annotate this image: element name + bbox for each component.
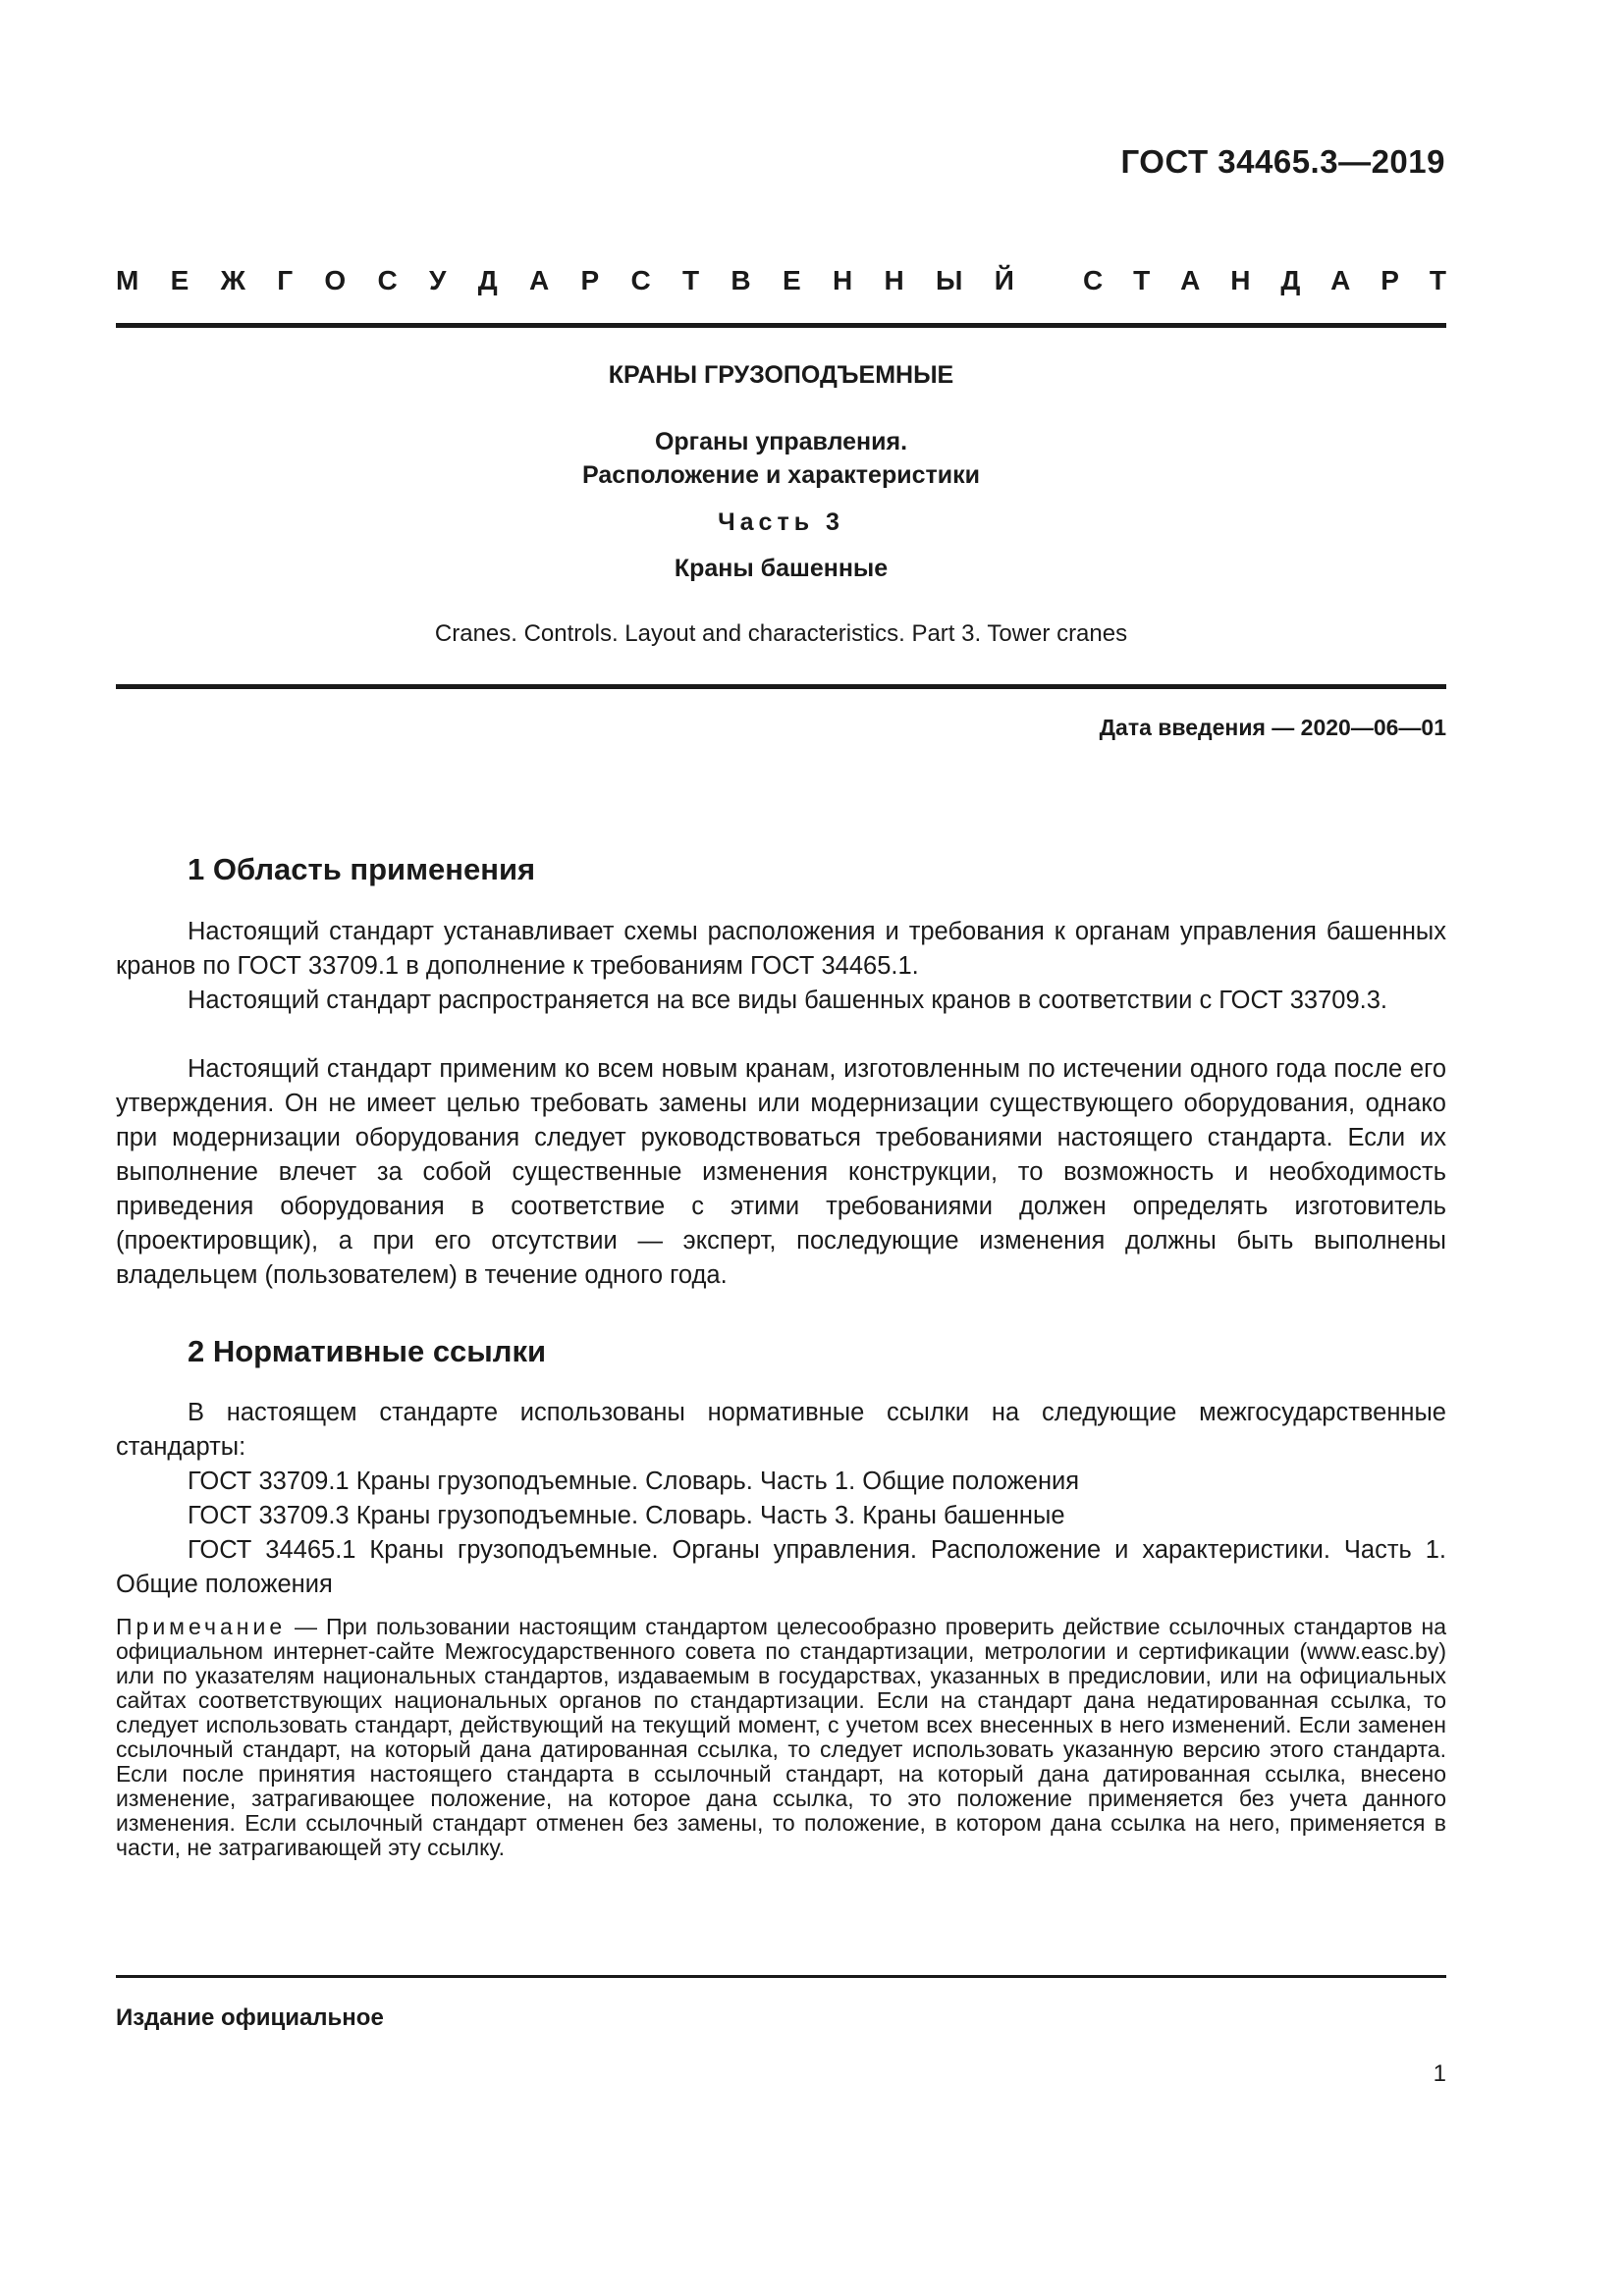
banner-letter: С xyxy=(1083,265,1104,295)
standard-word xyxy=(1083,265,1446,296)
header-rule xyxy=(116,323,1446,328)
banner-letter: В xyxy=(731,265,751,295)
references-note xyxy=(116,1615,1446,1860)
scope-paragraph-2: Настоящий стандарт распространяется на все виды башенных кранов в соответствии с ГОСТ 33709.3. xyxy=(188,987,1387,1014)
document-number: ГОСТ 34465.3—2019 xyxy=(1120,143,1445,180)
note-text: — При пользовании настоящим стандартом целесообразно проверить действие ссылочных стандартов на официальном интернет-сайте Межгосударственного совета по стандартизации, метрологии и сертификации (www.easc.by) или по указателям национальных стандартов, издаваемым в государствах, указанных в предисловии, или на официальных сайтах соответствующих национальных органов по стандартизации. Если на стандарт дана недатированная ссылка, то следует использовать стандарт, действующий на текущий момент, с учетом всех внесенных в него изменений. Если заменен ссылочный стандарт, на который дана датированная ссылка, то следует использовать указанную версию этого стандарта. Если после принятия настоящего стандарта в ссылочный стандарт, на который дана датированная ссылка, внесено изменение, затрагивающее положение, на которое дана ссылка, то это положение применяется без учета данного изменения. Если ссылочный стандарт отменен без замены, то положение, в котором дана ссылка на него, применяется в части, не затрагивающей эту ссылку. xyxy=(116,1614,1446,1860)
banner-letter: Е xyxy=(782,265,801,295)
banner-letter: Р xyxy=(1380,265,1399,295)
official-edition-label: Издание официальное xyxy=(116,2004,384,2031)
banner-letter: О xyxy=(324,265,347,295)
page-number: 1 xyxy=(1433,2060,1446,2087)
banner-letter: Д xyxy=(477,265,498,295)
section-heading-scope: 1 Область применения xyxy=(188,852,536,886)
reference-item: ГОСТ 33709.3 Краны грузоподъемные. Словарь. Часть 3. Краны башенные xyxy=(188,1502,1065,1529)
banner-letter: Т xyxy=(1429,265,1446,295)
banner-letter: С xyxy=(630,265,651,295)
scope-paragraph-3: Настоящий стандарт применим ко всем новым кранам, изготовленным по истечении одного года после его утверждения. Он не имеет целью требовать замены или модернизации существующего оборудования, однако при модернизации оборудования следует руководствоваться требованиями настоящего стандарта. Если их выполнение влечет за собой существенные изменения конструкции, то возможность и необходимость приведения оборудования в соответствие с этими требованиями должен определять изготовитель (проектировщик), а при его отсутствии — эксперт, последующие изменения должны быть выполнены владельцем (пользователем) в течение одного года. xyxy=(116,1055,1446,1289)
banner-letter: Н xyxy=(1230,265,1251,295)
document-subtitle-line1: Органы управления. xyxy=(654,428,908,455)
banner-letter: А xyxy=(1180,265,1201,295)
interstate-standard-banner xyxy=(116,265,1446,296)
banner-letter: Й xyxy=(994,265,1014,295)
banner-letter: Ы xyxy=(936,265,963,295)
introduction-date: Дата введения — 2020—06—01 xyxy=(1099,715,1446,740)
banner-letter: Е xyxy=(170,265,189,295)
banner-letter: Н xyxy=(884,265,904,295)
banner-letter: С xyxy=(377,265,398,295)
banner-letter: Т xyxy=(682,265,700,295)
banner-letter: Ж xyxy=(220,265,245,295)
section-heading-references: 2 Нормативные ссылки xyxy=(188,1334,547,1368)
document-part-subject: Краны башенные xyxy=(674,555,889,582)
banner-letter: А xyxy=(1330,265,1351,295)
banner-letter: Н xyxy=(832,265,853,295)
reference-item: ГОСТ 34465.1 Краны грузоподъемные. Органы управления. Расположение и характеристики. Часть 1. Общие положения xyxy=(116,1536,1446,1598)
references-intro-paragraph: В настоящем стандарте использованы нормативные ссылки на следующие межгосударственные стандарты: xyxy=(116,1399,1446,1461)
footer-rule xyxy=(116,1975,1446,1978)
banner-letter: М xyxy=(116,265,139,295)
document-part: Часть 3 xyxy=(718,508,844,536)
note-label: Примечание xyxy=(116,1614,287,1639)
banner-letter: Т xyxy=(1133,265,1151,295)
reference-item: ГОСТ 33709.1 Краны грузоподъемные. Словарь. Часть 1. Общие положения xyxy=(188,1468,1080,1495)
scope-paragraph-1: Настоящий стандарт устанавливает схемы расположения и требования к органам управления башенных кранов по ГОСТ 33709.1 в дополнение к требованиям ГОСТ 34465.1. xyxy=(116,918,1446,980)
document-title-english: Cranes. Controls. Layout and characteristics. Part 3. Tower cranes xyxy=(434,620,1128,647)
banner-letter: Р xyxy=(580,265,600,295)
banner-letter: У xyxy=(429,265,447,295)
banner-letter: Г xyxy=(277,265,294,295)
banner-letter: А xyxy=(528,265,550,295)
document-title: КРАНЫ ГРУЗОПОДЪЕМНЫЕ xyxy=(608,361,954,389)
banner-letter: Д xyxy=(1280,265,1301,295)
title-rule xyxy=(116,684,1446,689)
document-subtitle-line2: Расположение и характеристики xyxy=(581,461,980,489)
interstate-word xyxy=(116,265,1014,296)
